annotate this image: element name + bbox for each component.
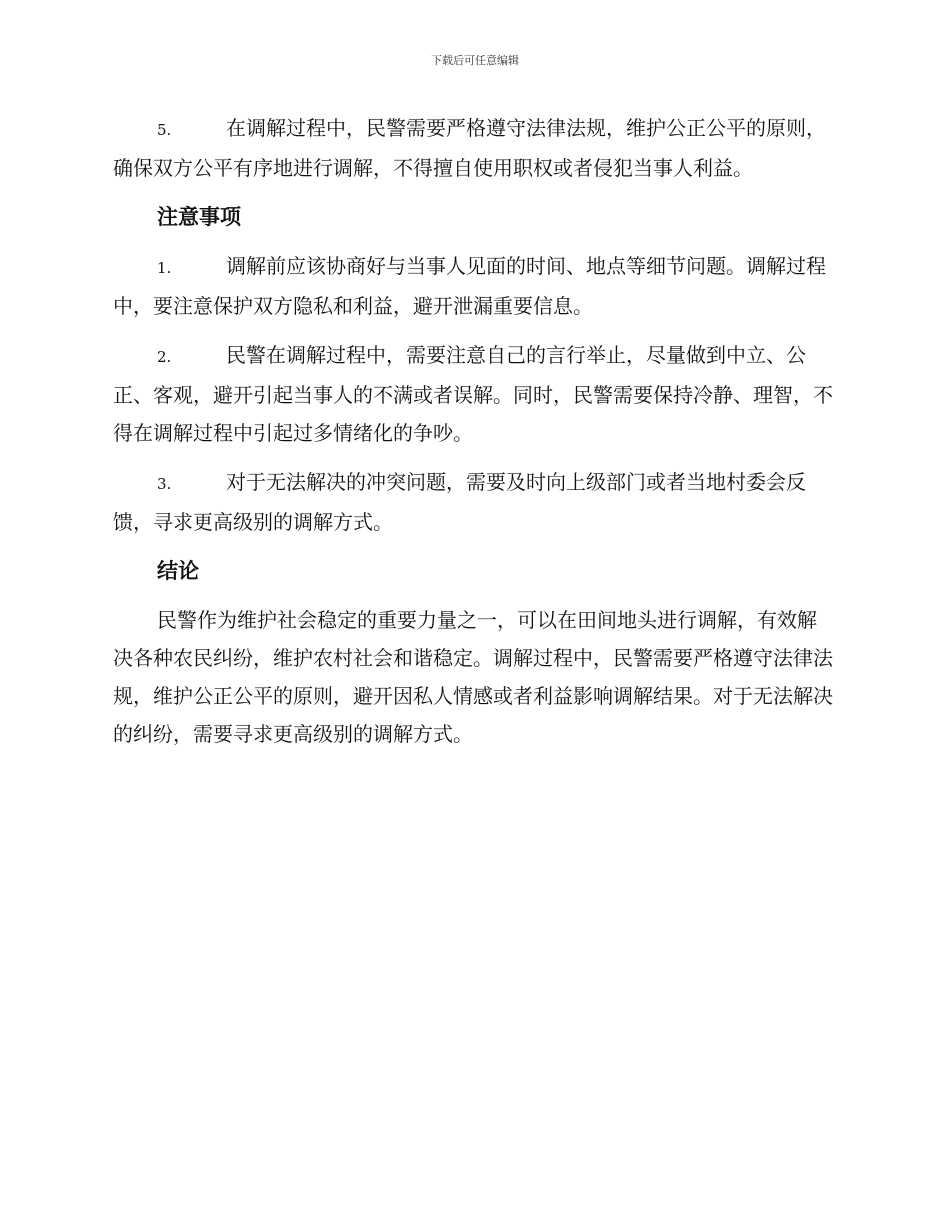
section-heading-conclusion: 结论	[157, 558, 199, 583]
list-item-text: 对于无法解决的冲突问题，需要及时向上级部门或者当地村委会反馈，寻求更高级别的调解方式。	[113, 470, 806, 534]
list-item-text: 民警在调解过程中，需要注意自己的言行举止，尽量做到中立、公正、客观，避开引起当事人的不满或者误解。同时，民警需要保持冷静、理智，不得在调解过程中引起过多情绪化的争吵。	[113, 343, 833, 445]
list-item-text: 调解前应该协商好与当事人见面的时间、地点等细节问题。调解过程中，要注意保护双方隐私和利益，避开泄漏重要信息。	[113, 254, 826, 318]
list-item-number: 3.	[157, 475, 172, 493]
list-item-number: 5.	[157, 121, 172, 139]
notes-item-3	[113, 463, 835, 541]
document-body	[113, 109, 835, 764]
notes-item-2	[113, 336, 835, 452]
notes-item-1	[113, 247, 835, 325]
list-item-text: 在调解过程中，民警需要严格遵守法律法规，维护公正公平的原则，确保双方公平有序地进行调解，不得擅自使用职权或者侵犯当事人利益。	[113, 116, 826, 180]
section-heading-notes: 注意事项	[157, 204, 241, 229]
list-item-number: 2.	[157, 348, 172, 366]
page-header: 下载后可任意编辑	[431, 54, 519, 67]
list-item-5	[113, 109, 835, 187]
list-item-number: 1.	[157, 259, 172, 277]
conclusion-paragraph: 民警作为维护社会稳定的重要力量之一，可以在田间地头进行调解，有效解决各种农民纠纷，维护农村社会和谐稳定。调解过程中，民警需要严格遵守法律法规，维护公正公平的原则，避开因私人情感或者利益影响调解结果。对于无法解决的纠纷，需要寻求更高级别的调解方式。	[113, 608, 833, 746]
